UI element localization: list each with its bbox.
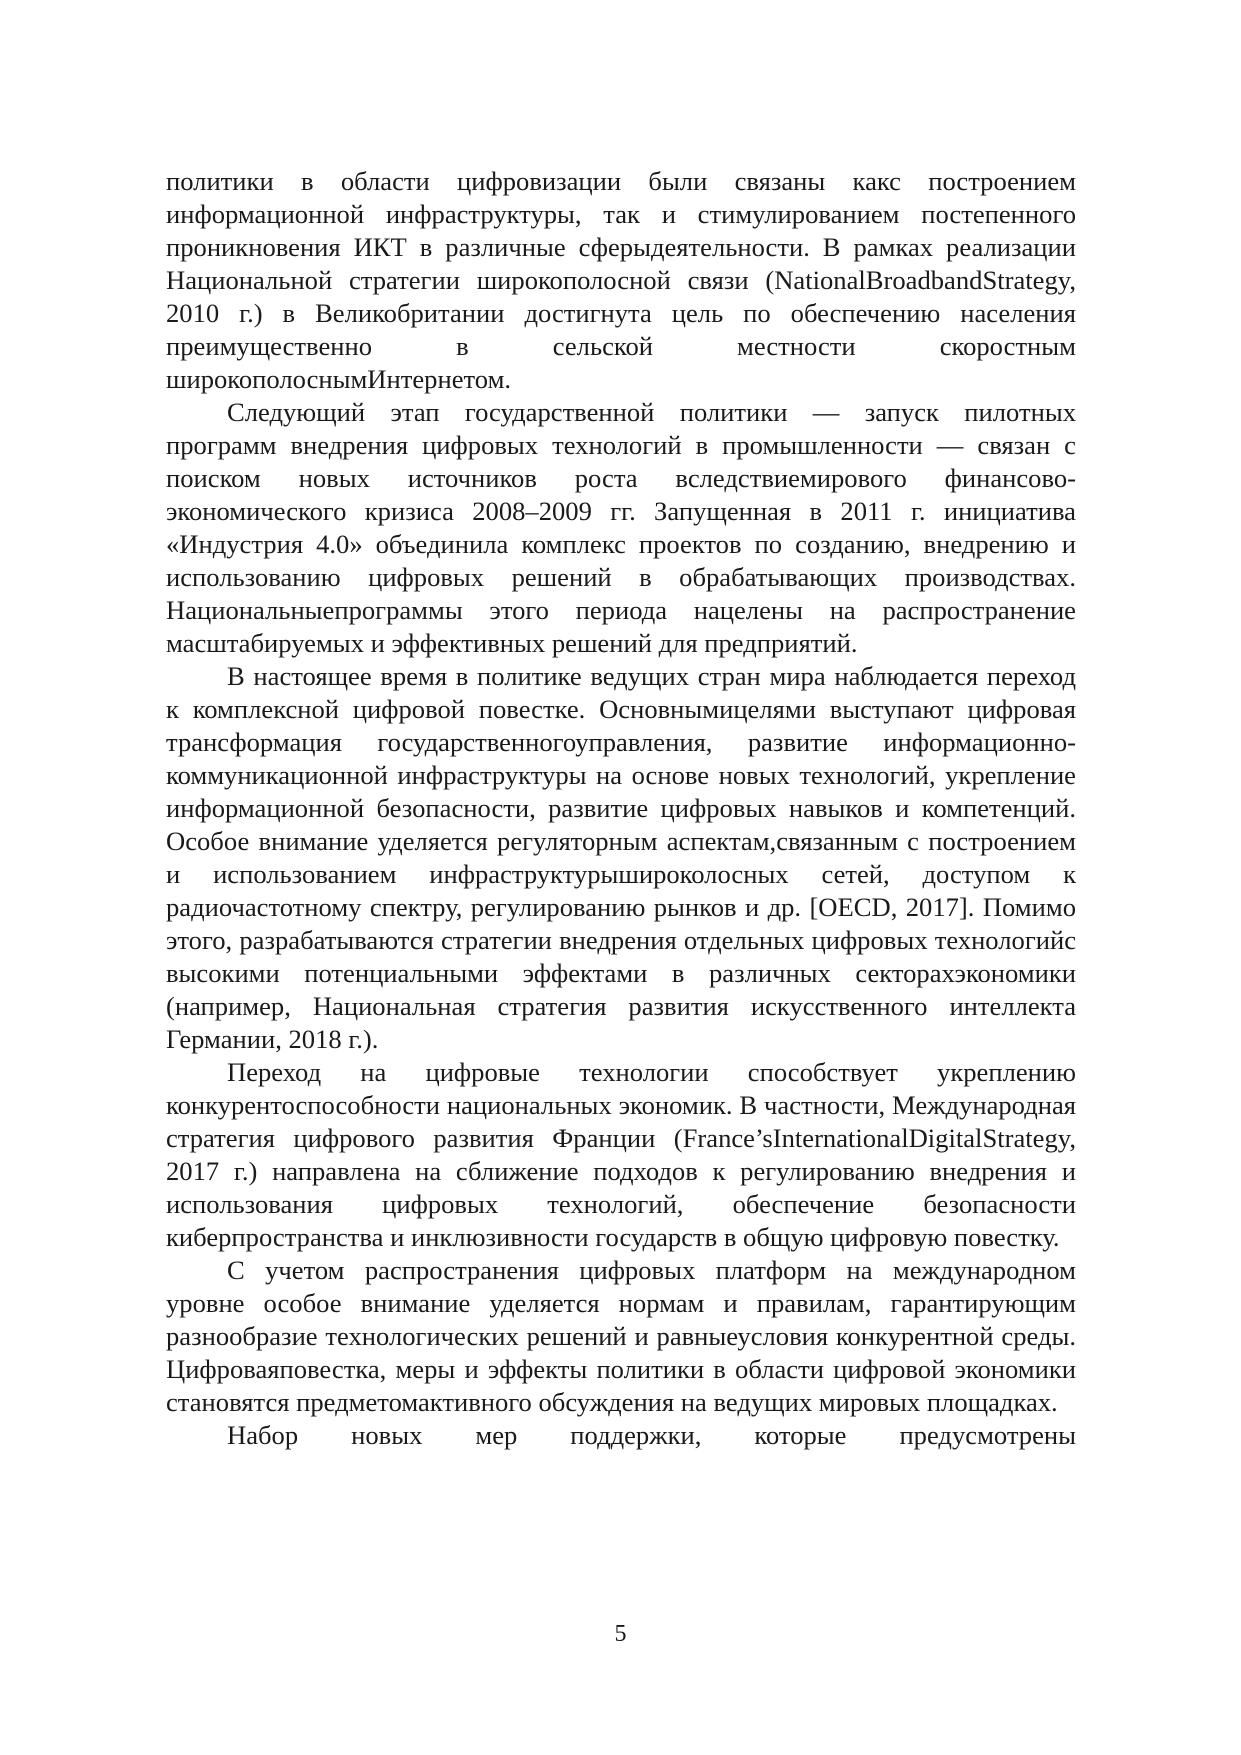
paragraph-5: С учетом распространения цифровых платформ на международном уровне особое внимание уделяется нормам и правилам, гарантирующим разнообразие технологических решений и равныеусловия конкурентной среды. Цифроваяповестка, меры и эффекты политики в области цифровой экономики становятся предметомактивного обсуждения на ведущих мировых площадках. [166,1255,1076,1417]
page-number: 5 [614,1621,627,1647]
paragraph-1: политики в области цифровизации были связаны какс построением информационной инфраструктуры, так и стимулированием постепенного проникновения ИКТ в различные сферыдеятельности. В рамках реализации Национальной стратегии широкополосной связи (NationalBroadbandStrategy, 2010 г.) в Великобритании достигнута цель по обеспечению населения преимущественно в сельской местности скоростным широкополоснымИнтернетом. [166,166,1076,394]
paragraph-3: В настоящее время в политике ведущих стран мира наблюдается переход к комплексной цифровой повестке. Основнымицелями выступают цифровая трансформация государственногоуправления, развитие информационно-коммуникационной инфраструктуры на основе новых технологий, укрепление информационной безопасности, развитие цифровых навыков и компетенций. Особое внимание уделяется регуляторным аспектам,связанным с построением и использованием инфраструктурышироколосных сетей, доступом к радиочастотному спектру, регулированию рынков и др. [OECD, 2017]. Помимо этого, разрабатываются стратегии внедрения отдельных цифровых технологийс высокими потенциальными эффектами в различных секторахэкономики (например, Национальная стратегия развития искусственного интеллекта Германии, 2018 г.). [166,661,1076,1054]
paragraph-6: Набор новых мер поддержки, которые предусмотрены [227,1420,1076,1450]
paragraph-2: Следующий этап государственной политики — запуск пилотных программ внедрения цифровых технологий в промышленности — связан с поиском новых источников роста вследствиемирового финансово-экономического кризиса 2008–2009 гг. Запущенная в 2011 г. инициатива «Индустрия 4.0» объединила комплекс проектов по созданию, внедрению и использованию цифровых решений в обрабатывающих производствах. Национальныепрограммы этого периода нацелены на распространение масштабируемых и эффективных решений для предприятий. [166,397,1076,658]
paragraph-4: Переход на цифровые технологии способствует укреплению конкурентоспособности национальных экономик. В частности, Международная стратегия цифрового развития Франции (France’sInternationalDigitalStrategy, 2017 г.) направлена на сближение подходов к регулированию внедрения и использования цифровых технологий, обеспечение безопасности киберпространства и инклюзивности государств в общую цифровую повестку. [166,1057,1076,1252]
body-text [166,165,1076,1452]
